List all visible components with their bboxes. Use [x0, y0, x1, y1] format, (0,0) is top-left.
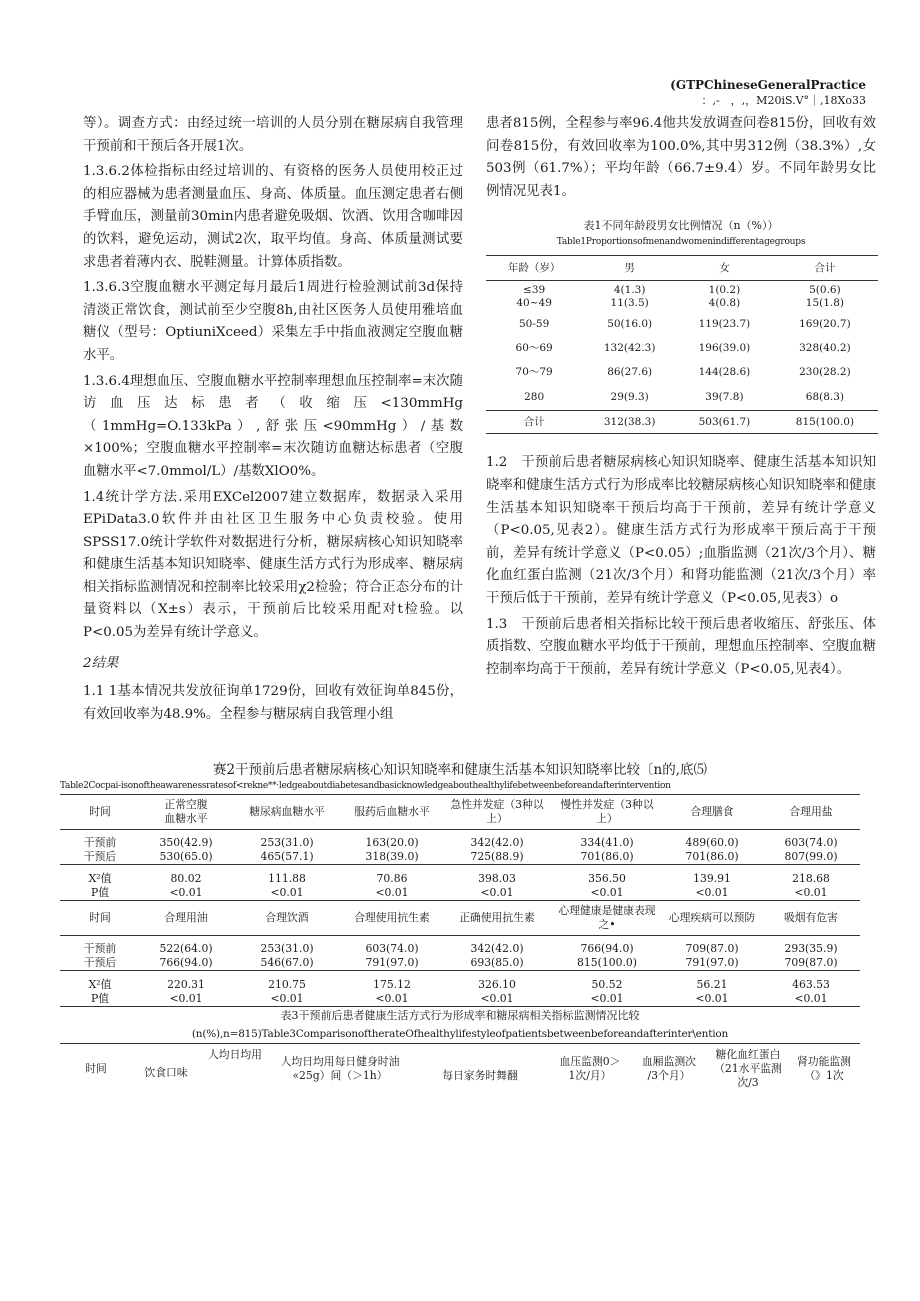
table-cell: 39(7.8) — [705, 391, 744, 404]
table-cell: 603(74.0) — [365, 941, 419, 955]
table-cell: 220.31 — [167, 978, 205, 991]
table-cell: 50-59 — [518, 318, 550, 331]
table-header-cell: 合理使用抗生素 — [342, 901, 442, 936]
table-cell: 218.68 — [792, 872, 830, 885]
table-cell: 280 — [524, 391, 545, 404]
table-cell: 815(100.0) — [772, 411, 878, 434]
table-row — [486, 313, 878, 337]
left-column — [83, 113, 463, 729]
table1-header-row — [486, 256, 878, 281]
table-header-cell: 心理疾病可以预防 — [662, 901, 762, 936]
table-cell: 144(28.6) — [698, 366, 751, 379]
table-cell: <0.01 — [662, 886, 762, 901]
journal-name: (GTPChineseGeneralPractice — [670, 78, 866, 92]
table-cell: <0.01 — [762, 886, 860, 901]
journal-issue: ：,- ，,，M20iS.V°｜,18Xo33 — [701, 94, 866, 107]
table-cell: 522(64.0) — [159, 941, 213, 955]
table-cell: 293(35.9) — [784, 941, 838, 955]
table-header-cell: 糖化血红蛋白 （21水平监测次/3 — [714, 1048, 782, 1089]
table-header-cell: 时间 — [60, 901, 140, 936]
table-header-cell: 合理用盐 — [762, 795, 860, 830]
table-header-cell: 女 — [677, 256, 772, 281]
table-header-cell: 时间 — [85, 1062, 107, 1075]
table-cell: 68(8.3) — [805, 391, 845, 404]
table-cell: P值 — [60, 992, 140, 1007]
table-cell: 807(99.0) — [762, 850, 860, 865]
table-row — [60, 836, 860, 850]
table-cell: 干预后 — [60, 850, 140, 865]
table-cell: 791(97.0) — [662, 956, 762, 971]
table-cell: 465(57.1) — [232, 850, 342, 865]
table-cell: 725(88.9) — [442, 850, 552, 865]
table-cell: 196(39.0) — [698, 342, 751, 355]
table-cell: <0.01 — [140, 886, 232, 901]
table-cell: 328(40.2) — [799, 342, 851, 355]
table-cell: 253(31.0) — [260, 941, 314, 955]
table-header-cell: 合理用油 — [140, 901, 232, 936]
table-cell: 312(38.3) — [582, 411, 677, 434]
table3 — [60, 1048, 860, 1090]
methods-physical-exam-paragraph: 1.3.6.2体检指标由经过培训的、有资格的医务人员使用校正过的相应器械为患者测量血压、身高、体质量。血压测定患者右侧手臂血压，测量前30min内患者避免吸烟、饮酒、饮用含咖啡因的饮料，避免运动，测试2次，取平均值。身高、体质量测试要求患者着薄内衣、脱鞋测量。计算体质指数。 — [83, 164, 463, 270]
right-column — [486, 113, 876, 684]
table-header-cell: 服药后血糖水平 — [342, 795, 442, 830]
table-header-cell: 饮食口味 — [144, 1066, 188, 1079]
table-cell: 5(0.6) 15(1.8) — [805, 284, 845, 310]
table-row — [486, 361, 878, 385]
table-cell: 139.91 — [693, 872, 731, 885]
table-header-cell: 时间 — [60, 795, 140, 830]
table-header-cell: 心理健康是健康表现 之• — [552, 901, 662, 936]
table-cell: 80.02 — [170, 872, 202, 885]
table-row — [60, 956, 860, 971]
results-heading: 2结果 — [83, 655, 119, 671]
table1-subtitle: Table1Proportionsofmenandwomenindifferentagegroups — [556, 237, 806, 248]
methods-statistics-paragraph: 1.4统计学方法.采用EXCel2007建立数据库，数据录入采用EPiData3.0软件并由社区卫生服务中心负责校验。使用SPSS17.0统计学软件对数据进行分析，糖尿病核心知识知晓率和健康生活基本知识知晓率、健康生活方式行为形成率、糖尿病相关指标监测情况和控制率比较采用χ2检验；符合正态分布的计量资料以（X±s）表示，干预前后比较采用配对t检验。以P<0.05为差异有统计学意义。 — [83, 489, 463, 641]
table-cell: 693(85.0) — [442, 956, 552, 971]
table-cell: 766(94.0) — [580, 941, 634, 955]
table-header-cell: 糖尿病血糖水平 — [232, 795, 342, 830]
results-knowledge-paragraph: 1.2 干预前后患者糖尿病核心知识知晓率、健康生活基本知识知晓率和健康生活方式行为形成率比较糖尿病核心知识知晓率和健康生活基本知识知晓率干预后均高于干预前，差异有统计学意义（P<0.05,见表2）。健康生活方式行为形成率干预后高于干预前，差异有统计学意义（P<0.05）;血脂监测（21次/3个月）、糖化血红蛋白监测（21次/3个月）和肾功能监测（21次/3个月）率干预后低于干预前，差异有统计学意义（P<0.05,见表3）o — [486, 455, 876, 606]
table-cell: 56.21 — [696, 978, 728, 991]
table3-header-row — [60, 1048, 860, 1090]
table-cell: 766(94.0) — [140, 956, 232, 971]
table-cell: 342(42.0) — [470, 835, 524, 849]
table-cell: <0.01 — [442, 886, 552, 901]
table-cell: P值 — [60, 886, 140, 901]
table-cell: <0.01 — [552, 886, 662, 901]
table2-block — [60, 760, 860, 1090]
table-cell: 230(28.2) — [799, 366, 851, 379]
table-cell: X²值 — [88, 978, 112, 991]
table2-header-row-2 — [60, 901, 860, 936]
table-cell: 701(86.0) — [552, 850, 662, 865]
table-cell: ≤39 40~49 — [516, 284, 552, 310]
table-cell: 119(23.7) — [698, 318, 751, 331]
table-cell: 318(39.0) — [342, 850, 442, 865]
table-cell: 干预前 — [83, 941, 117, 955]
table-header-cell: 正常空腹 血糖水平 — [140, 795, 232, 830]
spacer — [60, 864, 860, 872]
table-cell: 干预后 — [60, 956, 140, 971]
table-cell: 169(20.7) — [799, 318, 851, 331]
table-cell: 701(86.0) — [662, 850, 762, 865]
table-cell: 132(42.3) — [603, 342, 656, 355]
table-cell: 175.12 — [373, 978, 411, 991]
table-cell: 29(9.3) — [610, 391, 649, 404]
table-row — [60, 886, 860, 901]
table-cell: 70～79 — [515, 366, 553, 379]
table-cell: 463.53 — [792, 978, 830, 991]
table-cell: 791(97.0) — [342, 956, 442, 971]
table-cell: <0.01 — [762, 992, 860, 1007]
methods-control-rate-paragraph: 1.3.6.4理想血压、空腹血糖水平控制率理想血压控制率=末次随访血压达标患者（收缩压<130mmHg（1mmHg=O.133kPa）,舒张压<90mmHg）/基数×100%；空腹血糖水平控制率=末次随访血糖达标患者（空腹血糖水平<7.0mmol/L）/基数XlO0%。 — [83, 373, 463, 479]
table-header-cell: 人均日均用 — [208, 1048, 262, 1061]
table-row — [486, 337, 878, 361]
table-cell: <0.01 — [342, 992, 442, 1007]
table-cell: 干预前 — [83, 835, 117, 849]
table-header-cell: 急性并发症（3种以 上） — [442, 795, 552, 830]
table-header-cell: 血厢监测次 /3个月） — [642, 1055, 696, 1082]
table-cell: 334(41.0) — [580, 835, 634, 849]
table-cell: 709(87.0) — [762, 956, 860, 971]
table-cell: X²值 — [88, 872, 112, 885]
table-row — [60, 992, 860, 1007]
table-header-cell: 血压监测0＞ 1次/月） — [559, 1055, 621, 1082]
table-cell: 86(27.6) — [607, 366, 653, 379]
table1-title: 表1不同年龄段男女比例情况（n（%）） — [583, 219, 779, 233]
table-row — [486, 385, 878, 411]
table-header-cell: 合计 — [772, 256, 878, 281]
journal-header — [670, 78, 866, 108]
table-cell: <0.01 — [552, 992, 662, 1007]
table-cell: 163(20.0) — [365, 835, 419, 849]
table1-total-row — [486, 411, 878, 434]
table-cell: 70.86 — [376, 872, 408, 885]
table-cell: <0.01 — [442, 992, 552, 1007]
table-header-cell: 正确使用抗生素 — [442, 901, 552, 936]
table-row — [60, 850, 860, 865]
table-cell: <0.01 — [232, 886, 342, 901]
table1 — [486, 255, 878, 434]
table-cell: 342(42.0) — [470, 941, 524, 955]
table-cell: 合计 — [486, 411, 582, 434]
table-header-cell: 合理饮酒 — [232, 901, 342, 936]
table-header-cell: 男 — [582, 256, 677, 281]
results-basic-paragraph: 1.1 1基本情况共发放征询单1729份，回收有效征询单845份，有效回收率为48.9%。全程参与糖尿病自我管理小组 — [83, 684, 463, 722]
table-header-cell: 肾功能监测 （》1次 — [797, 1055, 851, 1082]
results-indicators-paragraph: 1.3 干预前后患者相关指标比较干预后患者收缩压、舒张压、体质指数、空腹血糖水平均低于干预前，理想血压控制率、空腹血糖控制率均高于干预前，差异有统计学意义（P<0.05,见表4）。 — [486, 616, 876, 677]
table-row — [60, 872, 860, 886]
table-cell: 253(31.0) — [260, 835, 314, 849]
table-cell: 111.88 — [268, 872, 306, 885]
table-cell: <0.01 — [140, 992, 232, 1007]
table-cell: 350(42.9) — [159, 835, 213, 849]
table-header-cell: 合理膳食 — [662, 795, 762, 830]
table-cell: 50(16.0) — [607, 318, 653, 331]
table2-title: 赛2干预前后患者糖尿病核心知识知晓率和健康生活基本知识知晓率比较〔n的,底⑸ — [212, 762, 708, 778]
table-cell: <0.01 — [342, 886, 442, 901]
table-cell: 709(87.0) — [685, 941, 739, 955]
table-cell: 356.50 — [588, 872, 626, 885]
table-cell: <0.01 — [662, 992, 762, 1007]
table-row — [60, 942, 860, 956]
table-header-cell: 每日家务时舞翻 — [442, 1069, 518, 1082]
methods-glucose-paragraph: 1.3.6.3空腹血糖水平测定每月最后1周进行检验测试前3d保持清淡正常饮食，测试前至少空腹8h,由社区医务人员使用雅培血糖仪（型号：OptiuniXceed）采集左手中指血液测定空腹血糖水平。 — [83, 280, 463, 363]
table-cell: <0.01 — [232, 992, 342, 1007]
table-cell: 210.75 — [268, 978, 306, 991]
table-cell: 326.10 — [478, 978, 516, 991]
table-row — [486, 281, 878, 313]
table-cell: 1(0.2) 4(0.8) — [708, 284, 741, 310]
table-cell: 4(1.3) 11(3.5) — [610, 284, 649, 310]
spacer — [60, 970, 860, 978]
table-cell: 398.03 — [478, 872, 516, 885]
table-cell: 530(65.0) — [140, 850, 232, 865]
table-cell: 60～69 — [515, 342, 553, 355]
table-header-cell: 慢性并发症（3种以 上） — [552, 795, 662, 830]
table2 — [60, 795, 860, 1007]
table-header-cell: 人均日均用每日健身时油 «25g）间（＞1h） — [280, 1055, 400, 1082]
table-cell: 503(61.7) — [677, 411, 772, 434]
table-cell: 489(60.0) — [685, 835, 739, 849]
table-cell: 546(67.0) — [232, 956, 342, 971]
results-basic-continued-paragraph: 患者815例，全程参与率96.4他共发放调查问卷815份，回收有效问卷815份，有效回收率为100.0%,其中男312例（38.3%）,女503例（61.7%）；平均年龄（66.7±9.4）岁。不同年龄男女比例情况见表1。 — [486, 116, 876, 199]
table2-header-row — [60, 795, 860, 830]
table-row — [60, 978, 860, 992]
methods-survey-paragraph: 等）。调查方式：由经过统一培训的人员分别在糖尿病自我管理干预前和干预后各开展1次。 — [83, 116, 463, 154]
table-cell: 603(74.0) — [784, 835, 838, 849]
table-header-cell: 吸烟有危害 — [762, 901, 860, 936]
table3-subtitle: (n(%),n=815)Table3ComparisonoftherateOfhealthylifestyleofpatientsbetweenbeforeandafterinter\ention — [60, 1025, 860, 1044]
table-header-cell: 年龄（岁） — [486, 256, 582, 281]
table2-subtitle: Table2Cocpai-isonoftheawarenessratesof<rekne**·ledgeaboutdiabetesandbasicknowledgeabouthealthylifebetweenbeforeandafterintervention — [60, 780, 860, 795]
table-cell: 50.52 — [591, 978, 623, 991]
table3-title: 表3干预前后患者健康生活方式行为形成率和糖尿病相关指标监测情况比较 — [280, 1009, 640, 1022]
table-cell: 815(100.0) — [552, 956, 662, 971]
